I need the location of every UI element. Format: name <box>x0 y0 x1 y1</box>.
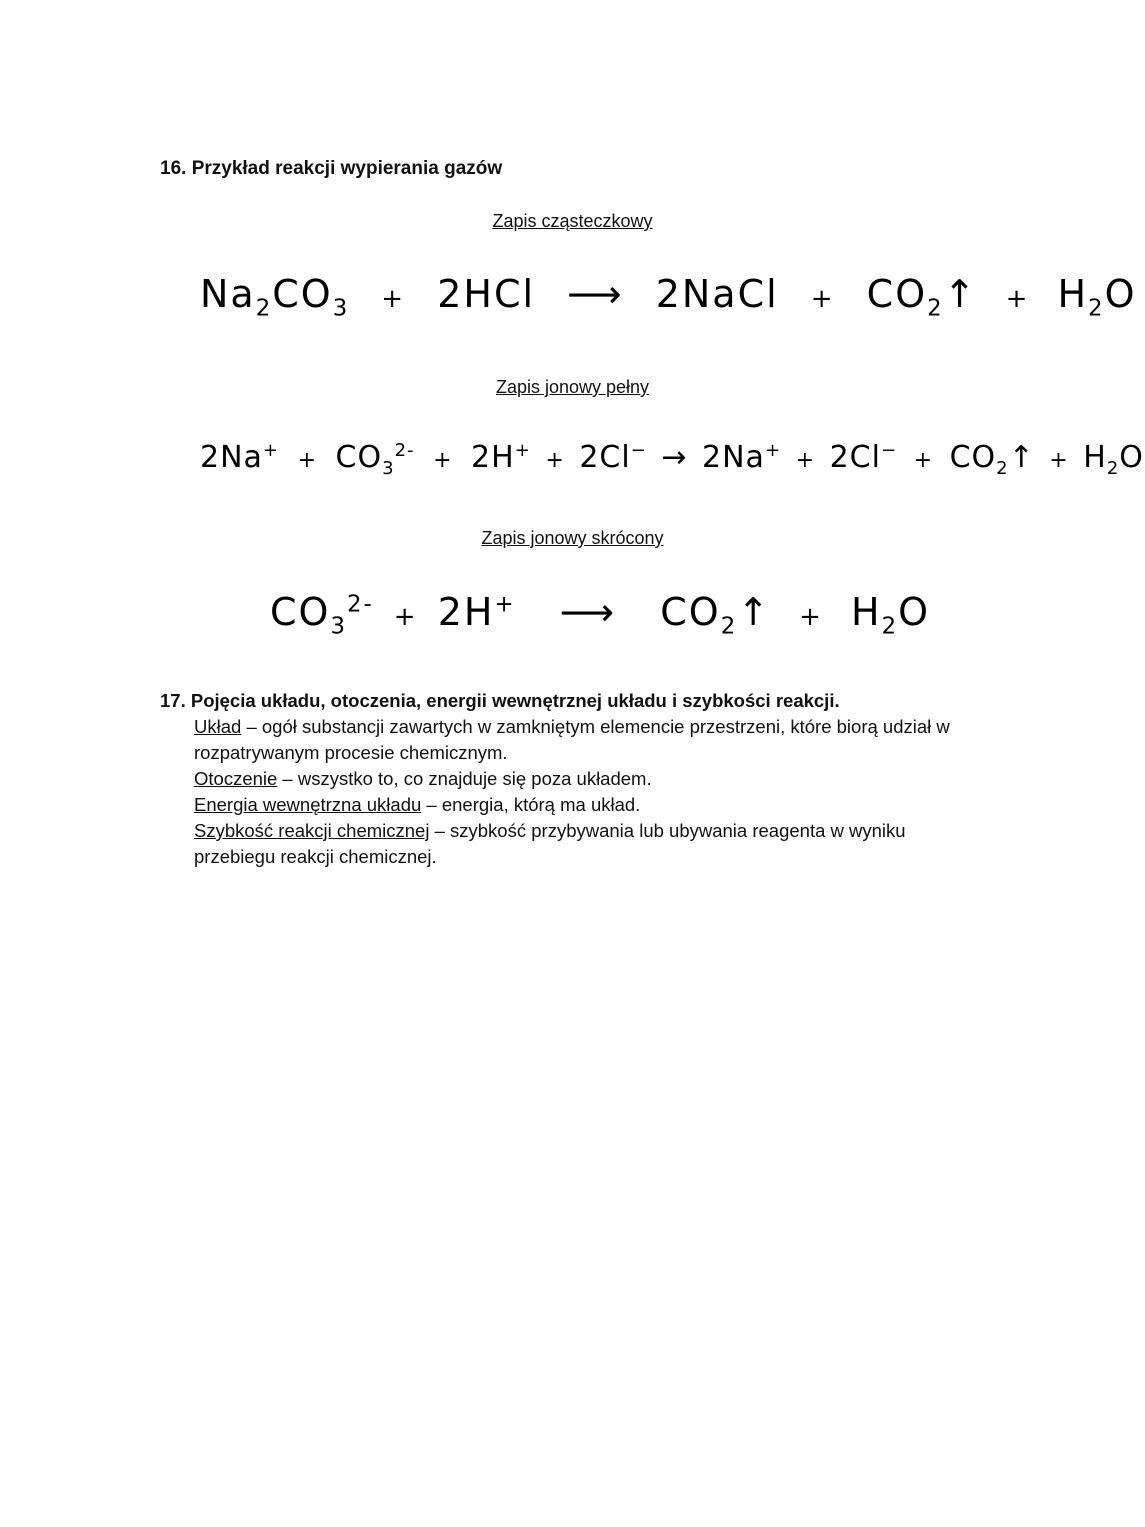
definition-term: Układ <box>194 716 242 737</box>
definition-term: Energia wewnętrzna układu <box>194 794 422 815</box>
ionic-short-label: Zapis jonowy skrócony <box>481 528 664 548</box>
section-17 <box>160 688 980 870</box>
ionic-short-equation: $CO_3^{2-} + 2H^+$ ⟶ $CO_2↑ + H_2O$ <box>270 590 931 640</box>
molecular-equation-label: Zapis cząsteczkowy <box>492 211 653 231</box>
definition-otoczenie <box>160 766 980 792</box>
definition-term: Szybkość reakcji chemicznej <box>194 820 430 841</box>
definition-text: – wszystko to, co znajduje się poza układem. <box>277 768 652 789</box>
definition-energia-wewnetrzna <box>160 792 980 818</box>
ionic-full-label: Zapis jonowy pełny <box>495 377 650 397</box>
section-17-heading: 17. Pojęcia układu, otoczenia, energii wewnętrznej układu i szybkości reakcji. <box>160 690 840 711</box>
definition-text: – energia, którą ma układ. <box>421 794 641 815</box>
section-16-heading: 16. Przykład reakcji wypierania gazów <box>160 158 503 179</box>
definition-term: Otoczenie <box>194 768 278 789</box>
definition-text: – ogół substancji zawartych w zamkniętym elemencie przestrzeni, które biorą udział w rozpatrywanym procesie chemicznym. <box>194 716 950 763</box>
definition-uklad <box>160 714 980 766</box>
molecular-equation: $Na_2CO_3 + 2HCl$ ⟶ 2NaCl + $CO_2↑ + H_2O$ <box>200 272 1137 322</box>
definition-szybkosc-reakcji <box>160 818 980 870</box>
ionic-full-equation: $2Na^+ + CO_3^{2-} + 2H^+ + 2Cl^- \to 2Na^+ + 2Cl^-$ + $CO_2↑ + H_2O$ <box>200 440 1144 479</box>
definition-text: – szybkość przybywania lub ubywania reagenta w wyniku przebiegu reakcji chemicznej. <box>194 820 906 867</box>
